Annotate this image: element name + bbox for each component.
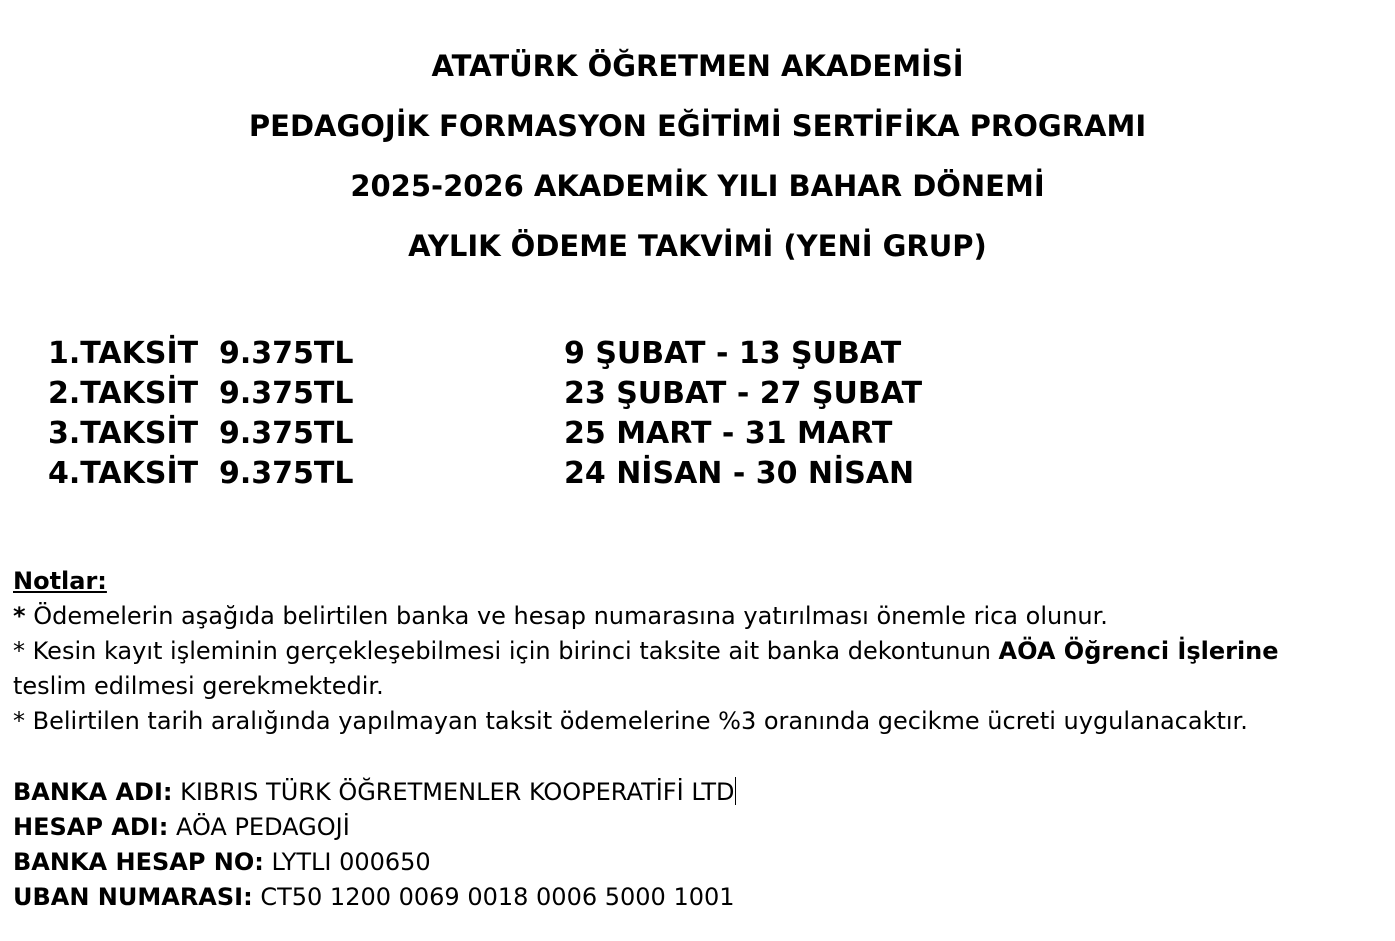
note-registration [13,634,1388,669]
installment-label: 2.TAKSİT [48,376,199,411]
account-number-value: LYTLI 000650 [263,848,431,876]
notes-title: Notlar: [13,567,107,595]
document-header [0,36,1395,276]
bank-name-label: BANKA ADI: [13,778,173,806]
bank-name-line [13,775,736,810]
note-registration-continued: teslim edilmesi gerekmektedir. [13,672,384,700]
account-name-line [13,810,736,845]
installment-dates: 9 ŞUBAT - 13 ŞUBAT [564,336,902,371]
note-text: Ödemelerin aşağıda belirtilen banka ve hesap numarasına yatırılması önemle rica olunur. [25,602,1108,630]
account-name-value: AÖA PEDAGOJİ [168,813,350,841]
installment-label: 3.TAKSİT [48,416,199,451]
installment-amount: 9.375TL [219,456,354,491]
uban-line [13,880,736,915]
account-number-label: BANKA HESAP NO: [13,848,264,876]
notes-section [13,564,1388,739]
installment-amount: 9.375TL [219,416,354,451]
academic-term: 2025-2026 AKADEMİK YILI BAHAR DÖNEMİ [350,169,1045,203]
uban-value: CT50 1200 0069 0018 0006 5000 1001 [252,883,735,911]
bank-name-value: KIBRIS TÜRK ÖĞRETMENLER KOOPERATİFİ LTD [172,778,735,806]
text-cursor [735,777,736,805]
note-asterisk: * [13,602,26,630]
program-title: PEDAGOJİK FORMASYON EĞİTİMİ SERTİFİKA PROGRAMI [248,109,1147,143]
installment-dates: 23 ŞUBAT - 27 ŞUBAT [564,376,923,411]
uban-label: UBAN NUMARASI: [13,883,253,911]
installment-dates: 25 MART - 31 MART [564,416,893,451]
installment-label: 4.TAKSİT [48,456,199,491]
account-number-line [13,845,736,880]
installment-amount: 9.375TL [219,376,354,411]
student-affairs-label: AÖA Öğrenci İşlerine [998,637,1279,665]
installment-amount: 9.375TL [219,336,354,371]
installment-dates: 24 NİSAN - 30 NİSAN [564,456,915,491]
bank-details [13,775,736,915]
installment-label: 1.TAKSİT [48,336,199,371]
account-name-label: HESAP ADI: [13,813,169,841]
institution-title: ATATÜRK ÖĞRETMEN AKADEMİSİ [431,49,964,83]
note-late-fee: * Belirtilen tarih aralığında yapılmayan taksit ödemelerine %3 oranında gecikme ücreti uygulanacaktır. [13,707,1248,735]
note-text: * Kesin kayıt işleminin gerçekleşebilmesi için birinci taksite ait banka dekontunun [13,637,999,665]
note-payment-instruction [13,599,1388,634]
schedule-title: AYLIK ÖDEME TAKVİMİ (YENİ GRUP) [408,229,987,263]
